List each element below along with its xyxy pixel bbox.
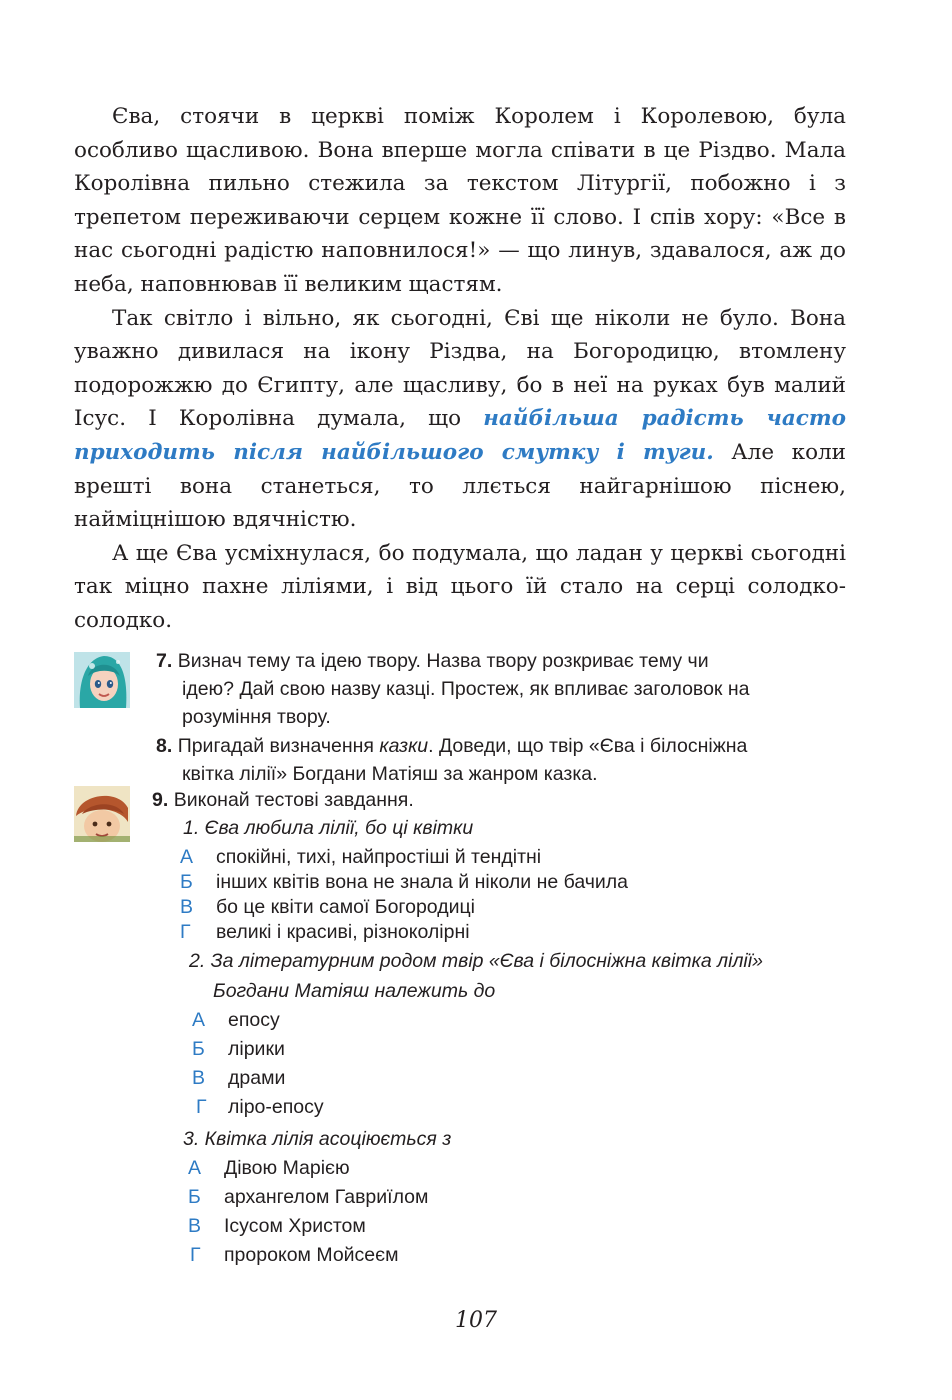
task-9-line — [152, 786, 842, 814]
task-8-line-2: квітка лілії» Богдани Матіяш за жанром казка. — [182, 763, 598, 785]
task-8-term: казки — [379, 735, 429, 757]
q1-option-d — [180, 920, 470, 945]
girl-character-icon — [74, 652, 130, 708]
paragraph-2 — [74, 302, 846, 537]
option-letter: Г — [180, 921, 191, 943]
highlighted-quote: найбільша радість часто приходить після найбільшого смутку і туги. — [74, 406, 846, 465]
test-question-2-line-2: Богдани Матіяш належить до — [213, 980, 496, 1002]
task-8-line-1 — [156, 732, 846, 760]
option-letter: В — [188, 1215, 202, 1237]
task-8 — [156, 732, 846, 788]
option-text: архангелом Гавриїлом — [224, 1186, 429, 1208]
option-text: спокійні, тихі, найпростіші й тендітні — [216, 846, 542, 868]
option-text: драми — [228, 1067, 286, 1089]
q2-option-d — [196, 1095, 324, 1120]
option-letter: Б — [188, 1186, 201, 1208]
test-question-1: 1. Єва любила лілії, бо ці квітки — [183, 817, 474, 839]
option-text: епосу — [228, 1009, 280, 1031]
task-7-number: 7. — [156, 650, 173, 672]
q3-option-d — [190, 1243, 399, 1268]
option-text: інших квітів вона не знала й ніколи не бачила — [216, 871, 629, 893]
task-8-number: 8. — [156, 735, 173, 757]
q3-option-b — [188, 1185, 428, 1210]
q2-option-a — [192, 1008, 280, 1033]
task-9 — [152, 786, 842, 814]
paragraph-3: А ще Єва усміхнулася, бо подумала, що ладан у церкві сьогодні так міцно пахне ліліями, і від цього їй стало на серці солодко-солодко. — [74, 540, 846, 633]
q2-option-b — [192, 1037, 285, 1062]
task-7-line-1 — [156, 647, 846, 675]
option-letter: Б — [180, 871, 193, 893]
q3-option-c — [188, 1214, 366, 1239]
option-text: ліро-епосу — [228, 1096, 324, 1118]
q3-option-a — [188, 1156, 350, 1181]
task-8-text-cont: . Доведи, що твір «Єва і білосніжна — [428, 735, 748, 757]
task-9-number: 9. — [152, 789, 169, 811]
option-text: пророком Мойсеєм — [224, 1244, 399, 1266]
option-letter: В — [192, 1067, 206, 1089]
task-7-line-3: розуміння твору. — [182, 706, 331, 728]
option-letter: Г — [190, 1244, 201, 1266]
option-letter: А — [192, 1009, 206, 1031]
option-letter: А — [188, 1157, 202, 1179]
option-text: Дівою Марією — [224, 1157, 350, 1179]
test-question-3: 3. Квітка лілія асоціюється з — [183, 1128, 452, 1150]
option-text: лірики — [228, 1038, 285, 1060]
task-7-text: Визнач тему та ідею твору. Назва твору розкриває тему чи — [177, 650, 709, 672]
paragraph-2-end: Але коли врешті вона станеться, то ллється найгарнішою піснею, наймiцнішою вдячністю. — [74, 439, 846, 533]
page-number: 107 — [455, 1308, 497, 1333]
test-question-2-line-1: 2. За літературним родом твір «Єва і білосніжна квітка лілії» — [189, 950, 763, 972]
option-letter: Г — [196, 1096, 207, 1118]
task-7 — [156, 647, 846, 731]
boy-character-icon — [74, 786, 130, 842]
q1-option-a — [180, 845, 541, 870]
task-8-text: Пригадай визначення — [177, 735, 380, 757]
option-letter: А — [180, 846, 194, 868]
task-7-line-2: ідею? Дай свою назву казці. Простеж, як впливає заголовок на — [182, 678, 750, 700]
task-9-text: Виконай тестові завдання. — [173, 789, 414, 811]
paragraph-2-start: Так світло і вільно, як сьогодні, Єві ще ніколи не було. Вона уважно дивилася на ікону Різдва, на Богородицю, втомлену подорожжю до Єгипту, але щасливу, бо в неї на руках був малий Ісус. І Королівна думала, що — [74, 305, 846, 432]
q2-option-c — [192, 1066, 285, 1091]
q1-option-c — [180, 895, 475, 920]
test-question-2 — [189, 946, 763, 1006]
option-text: Ісусом Христом — [224, 1215, 366, 1237]
q1-option-b — [180, 870, 628, 895]
option-letter: В — [180, 896, 194, 918]
option-text: великі і красиві, різноколірні — [216, 921, 470, 943]
option-letter: Б — [192, 1038, 205, 1060]
paragraph-1: Єва, стоячи в церкві поміж Королем і Королевою, була особливо щасливою. Вона вперше могла співати в це Різдво. Мала Королівна пильно стежила за текстом Літургії, побожно і з трепетом переживаючи серцем кожне її слово. І спів хору: «Все в нас сьогодні радістю наповнилося!» — що линув, здавалося, аж до неба, наповнював її великим щастям. — [74, 104, 846, 297]
story-text — [74, 100, 846, 638]
option-text: бо це квіти самої Богородиці — [216, 896, 475, 918]
